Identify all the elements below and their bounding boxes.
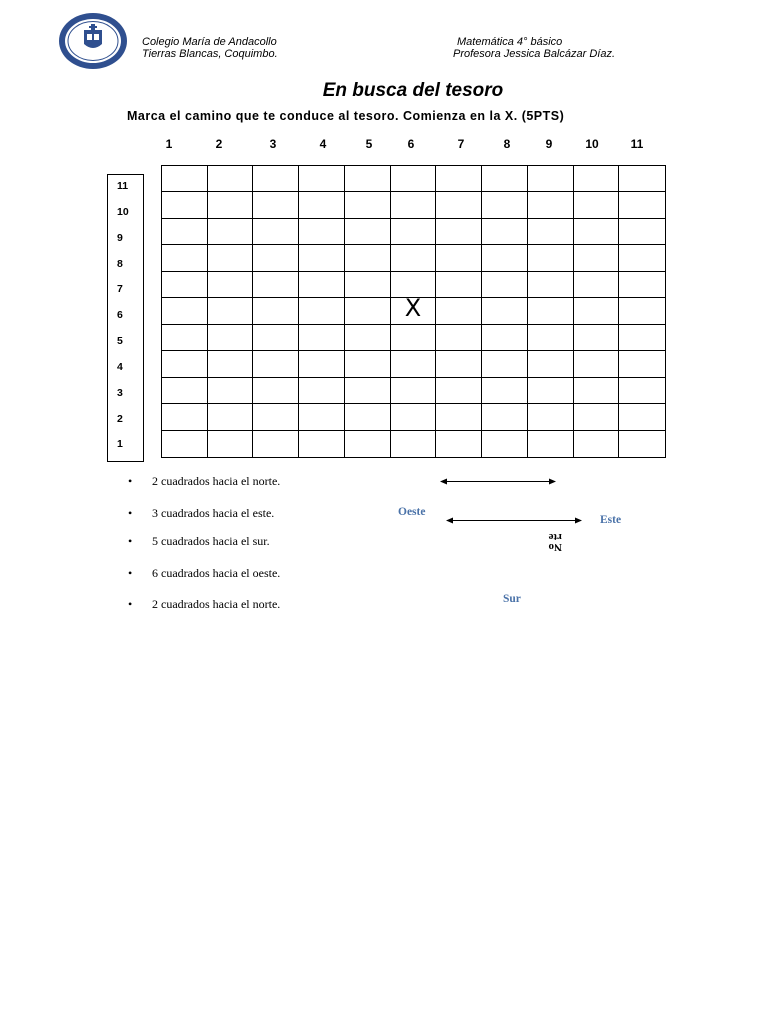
- column-number: 3: [269, 137, 277, 151]
- grid-cell[interactable]: [574, 404, 620, 430]
- grid-cell[interactable]: [391, 192, 437, 218]
- row-number: 7: [117, 283, 123, 295]
- teacher-name: Profesora Jessica Balcázar Díaz.: [453, 48, 616, 60]
- grid-cell[interactable]: [345, 219, 391, 245]
- column-number: 2: [215, 137, 223, 151]
- row-number: 9: [117, 232, 123, 244]
- school-logo: [58, 12, 128, 70]
- row-number: 3: [117, 387, 123, 399]
- step-text: 6 cuadrados hacia el oeste.: [152, 566, 281, 580]
- grid-cell[interactable]: [436, 272, 482, 298]
- grid-cell[interactable]: [528, 245, 574, 271]
- compass-east-label: Este: [600, 514, 622, 526]
- grid-cell[interactable]: [482, 245, 528, 271]
- grid-cell[interactable]: [436, 378, 482, 404]
- grid-cell[interactable]: [162, 325, 208, 351]
- row-number: 2: [117, 413, 123, 425]
- grid-cell[interactable]: [345, 351, 391, 377]
- grid-cell[interactable]: [299, 219, 345, 245]
- grid-cell[interactable]: [528, 404, 574, 430]
- subject: Matemática 4° básico: [457, 36, 563, 48]
- grid-cell[interactable]: [162, 245, 208, 271]
- step-text: 3 cuadrados hacia el este.: [152, 506, 275, 520]
- step-text: 2 cuadrados hacia el norte.: [152, 597, 281, 611]
- grid-cell[interactable]: [528, 325, 574, 351]
- grid-cell[interactable]: [299, 166, 345, 192]
- grid-cell[interactable]: [436, 245, 482, 271]
- grid-cell[interactable]: [253, 272, 299, 298]
- grid-cell[interactable]: [574, 378, 620, 404]
- grid-cell[interactable]: [528, 272, 574, 298]
- grid-cell[interactable]: [574, 272, 620, 298]
- grid-cell[interactable]: [574, 298, 620, 324]
- grid-cell[interactable]: [619, 245, 665, 271]
- grid-cell[interactable]: [162, 378, 208, 404]
- school-name: Colegio María de Andacollo: [142, 36, 277, 48]
- row-number: 11: [117, 180, 129, 192]
- grid-cell[interactable]: [345, 272, 391, 298]
- grid-cell[interactable]: [619, 166, 665, 192]
- grid-cell[interactable]: [253, 166, 299, 192]
- grid-cell[interactable]: [162, 219, 208, 245]
- grid-cell[interactable]: [345, 404, 391, 430]
- bullet: •: [128, 534, 133, 548]
- grid-cell[interactable]: [253, 378, 299, 404]
- column-number: 1: [165, 137, 173, 151]
- step-item: [128, 597, 280, 612]
- page-title: En busca del tesoro: [322, 80, 504, 101]
- compass-north-label: [532, 532, 562, 552]
- grid-cell[interactable]: [208, 192, 254, 218]
- grid-cell[interactable]: [528, 166, 574, 192]
- grid-cell[interactable]: [619, 325, 665, 351]
- bullet: •: [128, 506, 133, 520]
- grid-cell[interactable]: [162, 298, 208, 324]
- grid-cell[interactable]: [299, 351, 345, 377]
- grid-cell[interactable]: [574, 166, 620, 192]
- grid-cell[interactable]: [482, 219, 528, 245]
- grid-cell[interactable]: [391, 219, 437, 245]
- row-number: 6: [117, 309, 123, 321]
- row-number: 4: [117, 361, 123, 373]
- grid-cell[interactable]: [528, 298, 574, 324]
- grid-cell[interactable]: [391, 431, 437, 457]
- grid-cell[interactable]: [436, 219, 482, 245]
- start-marker: X: [404, 294, 422, 323]
- grid-cell[interactable]: [574, 431, 620, 457]
- grid-cell[interactable]: [619, 431, 665, 457]
- column-number: 9: [545, 137, 553, 151]
- column-number: 5: [365, 137, 373, 151]
- grid-cell[interactable]: [436, 351, 482, 377]
- grid-cell[interactable]: [482, 166, 528, 192]
- grid-cell[interactable]: [253, 325, 299, 351]
- compass-arrows: [436, 470, 596, 530]
- grid-cell[interactable]: [299, 272, 345, 298]
- grid-cell[interactable]: [619, 351, 665, 377]
- column-number: 10: [585, 137, 599, 151]
- bullet: •: [128, 474, 133, 488]
- grid-cell[interactable]: [619, 219, 665, 245]
- grid-cell[interactable]: [574, 219, 620, 245]
- grid-cell[interactable]: [299, 404, 345, 430]
- grid-cell[interactable]: [482, 298, 528, 324]
- grid-cell[interactable]: [619, 272, 665, 298]
- grid-cell[interactable]: [619, 298, 665, 324]
- grid-cell[interactable]: [528, 378, 574, 404]
- grid-cell[interactable]: [436, 166, 482, 192]
- grid-cell[interactable]: [162, 166, 208, 192]
- row-number: 8: [117, 258, 123, 270]
- double-arrow-icon: [440, 479, 556, 485]
- grid-cell[interactable]: [574, 351, 620, 377]
- column-number: 7: [457, 137, 465, 151]
- grid-cell[interactable]: [528, 431, 574, 457]
- row-number: 1: [117, 438, 123, 450]
- grid-cell[interactable]: [391, 351, 437, 377]
- grid-cell[interactable]: [619, 192, 665, 218]
- grid-cell[interactable]: [162, 404, 208, 430]
- grid-cell[interactable]: [482, 325, 528, 351]
- treasure-grid: [161, 165, 666, 458]
- bullet: •: [128, 566, 133, 580]
- grid-cell[interactable]: [436, 431, 482, 457]
- grid-cell[interactable]: [299, 298, 345, 324]
- grid-cell[interactable]: [391, 404, 437, 430]
- grid-cell[interactable]: [482, 192, 528, 218]
- grid-cell[interactable]: [436, 404, 482, 430]
- column-number: 4: [319, 137, 327, 151]
- grid-cell[interactable]: [162, 192, 208, 218]
- grid-cell[interactable]: [253, 404, 299, 430]
- grid-cell[interactable]: [208, 272, 254, 298]
- grid-cell[interactable]: [299, 378, 345, 404]
- grid-cell[interactable]: [345, 325, 391, 351]
- grid-cell[interactable]: [528, 219, 574, 245]
- step-text: 5 cuadrados hacia el sur.: [152, 534, 270, 548]
- grid-cell[interactable]: [482, 351, 528, 377]
- grid-cell[interactable]: [299, 325, 345, 351]
- column-number: 6: [407, 137, 415, 151]
- grid-cell[interactable]: [574, 325, 620, 351]
- grid-cell[interactable]: [391, 325, 437, 351]
- grid-cell[interactable]: [208, 378, 254, 404]
- grid-cell[interactable]: [253, 351, 299, 377]
- grid-cell[interactable]: [619, 378, 665, 404]
- grid-cell[interactable]: [162, 431, 208, 457]
- step-item: [128, 534, 270, 549]
- grid-cell[interactable]: [208, 245, 254, 271]
- grid-cell[interactable]: [208, 404, 254, 430]
- grid-cell[interactable]: [253, 298, 299, 324]
- compass-north-part1: No: [548, 541, 562, 553]
- grid-cell[interactable]: [208, 298, 254, 324]
- instruction-text: Marca el camino que te conduce al tesoro. Comienza en la X. (5PTS): [127, 109, 565, 123]
- step-item: [128, 474, 280, 489]
- grid-cell[interactable]: [345, 431, 391, 457]
- grid-cell[interactable]: [482, 431, 528, 457]
- grid-cell[interactable]: [345, 166, 391, 192]
- grid-cell[interactable]: [253, 245, 299, 271]
- grid-cell[interactable]: [208, 166, 254, 192]
- grid-cell[interactable]: [436, 325, 482, 351]
- grid-cell[interactable]: [253, 192, 299, 218]
- grid-cell[interactable]: [482, 272, 528, 298]
- grid-cell[interactable]: [208, 431, 254, 457]
- grid-cell[interactable]: [391, 166, 437, 192]
- grid-cell[interactable]: [436, 192, 482, 218]
- column-number: 11: [630, 137, 644, 151]
- bullet: •: [128, 597, 133, 611]
- grid-cell[interactable]: [253, 219, 299, 245]
- grid-cell[interactable]: [208, 219, 254, 245]
- compass-north-part2: rte: [548, 531, 562, 543]
- row-number: 10: [117, 206, 129, 218]
- grid-cell[interactable]: [528, 192, 574, 218]
- grid-cell[interactable]: [391, 378, 437, 404]
- school-crest-icon: [58, 12, 128, 70]
- grid-cell[interactable]: [482, 404, 528, 430]
- compass-west-label: Oeste: [398, 506, 426, 518]
- double-arrow-icon: [446, 518, 582, 524]
- grid-cell[interactable]: [299, 431, 345, 457]
- row-number: 5: [117, 335, 123, 347]
- grid-cell[interactable]: [208, 351, 254, 377]
- column-number: 8: [503, 137, 511, 151]
- grid-cell[interactable]: [436, 298, 482, 324]
- grid-cell[interactable]: [162, 272, 208, 298]
- grid-cell[interactable]: [253, 431, 299, 457]
- grid-cell[interactable]: [391, 294, 437, 324]
- grid-cell[interactable]: [208, 325, 254, 351]
- grid-cell[interactable]: [391, 245, 437, 271]
- step-item: [128, 566, 280, 581]
- step-text: 2 cuadrados hacia el norte.: [152, 474, 281, 488]
- grid-cell[interactable]: [574, 192, 620, 218]
- grid-cell[interactable]: [482, 378, 528, 404]
- compass-south-label: Sur: [503, 593, 521, 605]
- grid-cell[interactable]: [574, 245, 620, 271]
- grid-cell[interactable]: [299, 245, 345, 271]
- grid-cell[interactable]: [345, 192, 391, 218]
- grid-cell[interactable]: [528, 351, 574, 377]
- step-item: [128, 506, 274, 521]
- grid-cell[interactable]: [299, 192, 345, 218]
- grid-cell[interactable]: [345, 378, 391, 404]
- grid-cell[interactable]: [345, 298, 391, 324]
- grid-cell[interactable]: [619, 404, 665, 430]
- grid-cell[interactable]: [345, 245, 391, 271]
- school-location: Tierras Blancas, Coquimbo.: [142, 48, 278, 60]
- course-info: [453, 36, 615, 60]
- school-info: [142, 36, 278, 60]
- grid-cell[interactable]: [162, 351, 208, 377]
